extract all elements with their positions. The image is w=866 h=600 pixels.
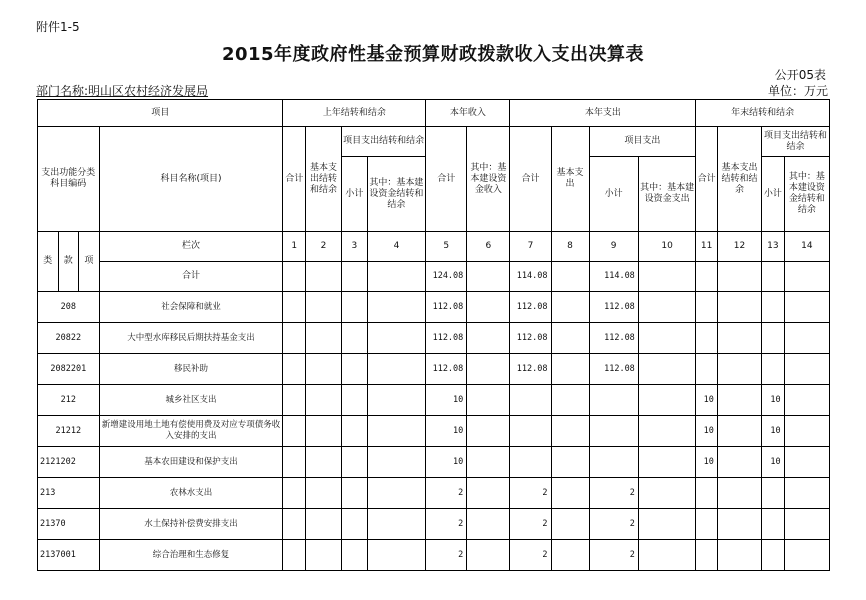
col-num: 7 (510, 232, 551, 262)
col-num: 6 (467, 232, 510, 262)
value-cell (367, 292, 426, 323)
end-balance-header: 年末结转和结余 (696, 100, 830, 127)
table-row (38, 385, 830, 416)
value-cell: 2 (426, 478, 467, 509)
value-cell (341, 509, 367, 540)
value-cell (696, 478, 718, 509)
value-cell (551, 509, 589, 540)
value-cell: 112.08 (589, 354, 638, 385)
subject-name: 综合治理和生态修复 (99, 540, 283, 571)
value-cell (551, 416, 589, 447)
value-cell: 112.08 (426, 292, 467, 323)
value-cell (341, 447, 367, 478)
prev-subtotal-header: 小计 (341, 157, 367, 232)
function-code: 2082201 (38, 354, 100, 385)
value-cell (341, 385, 367, 416)
value-cell (467, 292, 510, 323)
value-cell (283, 323, 306, 354)
expense-infra-header: 其中：基本建设资金支出 (638, 157, 696, 232)
value-cell (638, 354, 696, 385)
value-cell (467, 416, 510, 447)
value-cell (784, 385, 829, 416)
value-cell (551, 292, 589, 323)
value-cell (784, 478, 829, 509)
value-cell (717, 416, 761, 447)
value-cell (696, 540, 718, 571)
value-cell (762, 354, 785, 385)
table-row (38, 292, 830, 323)
total-row (38, 262, 830, 292)
value-cell (341, 478, 367, 509)
header-row-2 (38, 127, 830, 157)
col-num: 14 (784, 232, 829, 262)
value-cell (467, 323, 510, 354)
total-cell: 114.08 (510, 262, 551, 292)
value-cell (784, 416, 829, 447)
value-cell: 10 (696, 447, 718, 478)
value-cell (551, 478, 589, 509)
total-cell (367, 262, 426, 292)
value-cell: 2 (589, 509, 638, 540)
subject-name: 大中型水库移民后期扶持基金支出 (99, 323, 283, 354)
value-cell (717, 292, 761, 323)
value-cell (784, 354, 829, 385)
function-code: 2121202 (38, 447, 100, 478)
function-code: 20822 (38, 323, 100, 354)
col-num: 5 (426, 232, 467, 262)
value-cell (306, 478, 342, 509)
function-code: 213 (38, 478, 100, 509)
value-cell (367, 509, 426, 540)
value-cell (717, 540, 761, 571)
value-cell (283, 385, 306, 416)
header-row-1 (38, 100, 830, 127)
value-cell: 10 (696, 416, 718, 447)
value-cell: 112.08 (510, 292, 551, 323)
end-basic-header: 基本支出结转和结余 (717, 127, 761, 232)
col-num: 8 (551, 232, 589, 262)
value-cell: 10 (426, 447, 467, 478)
prev-balance-header: 上年结转和结余 (283, 100, 426, 127)
total-cell (696, 262, 718, 292)
value-cell (367, 447, 426, 478)
value-cell (589, 447, 638, 478)
value-cell (551, 385, 589, 416)
function-code: 208 (38, 292, 100, 323)
value-cell: 2 (426, 540, 467, 571)
prev-basic-header: 基本支出结转和结余 (306, 127, 342, 232)
value-cell (638, 385, 696, 416)
table-row (38, 509, 830, 540)
prev-total-header: 合计 (283, 127, 306, 232)
value-cell (638, 416, 696, 447)
project-header: 项目 (38, 100, 283, 127)
income-infra-header: 其中：基本建设资金收入 (467, 127, 510, 232)
end-proj-header: 项目支出结转和结余 (762, 127, 830, 157)
value-cell (638, 447, 696, 478)
form-code: 公开05表 (774, 68, 826, 82)
value-cell (341, 416, 367, 447)
value-cell (589, 385, 638, 416)
subject-name: 农林水支出 (99, 478, 283, 509)
report-title: 2015年度政府性基金预算财政拨款收入支出决算表 (221, 44, 645, 65)
income-header: 本年收入 (426, 100, 510, 127)
value-cell (784, 540, 829, 571)
value-cell: 10 (426, 385, 467, 416)
expense-header: 本年支出 (510, 100, 696, 127)
value-cell (306, 385, 342, 416)
value-cell (341, 323, 367, 354)
attachment-label: 附件1-5 (36, 20, 80, 34)
table-row (38, 354, 830, 385)
total-label: 合计 (99, 262, 283, 292)
value-cell: 2 (510, 540, 551, 571)
value-cell (306, 323, 342, 354)
value-cell (696, 323, 718, 354)
value-cell (367, 385, 426, 416)
function-code: 21212 (38, 416, 100, 447)
value-cell: 10 (762, 385, 785, 416)
value-cell (696, 354, 718, 385)
value-cell: 112.08 (589, 292, 638, 323)
value-cell (762, 292, 785, 323)
total-cell (638, 262, 696, 292)
income-total-header: 合计 (426, 127, 467, 232)
col-num: 4 (367, 232, 426, 262)
value-cell (589, 416, 638, 447)
subject-name: 新增建设用地土地有偿使用费及对应专项债务收入安排的支出 (99, 416, 283, 447)
value-cell (367, 416, 426, 447)
value-cell (510, 385, 551, 416)
value-cell (467, 540, 510, 571)
end-infra-header: 其中：基本建设资金结转和结余 (784, 157, 829, 232)
value-cell: 112.08 (426, 354, 467, 385)
col-num: 13 (762, 232, 785, 262)
value-cell (283, 447, 306, 478)
table-row (38, 478, 830, 509)
value-cell (638, 292, 696, 323)
col-num: 12 (717, 232, 761, 262)
function-code: 2137001 (38, 540, 100, 571)
total-cell (762, 262, 785, 292)
table-row (38, 416, 830, 447)
value-cell: 2 (510, 478, 551, 509)
value-cell (638, 478, 696, 509)
value-cell (762, 478, 785, 509)
value-cell (306, 540, 342, 571)
value-cell (367, 323, 426, 354)
end-total-header: 合计 (696, 127, 718, 232)
total-cell (717, 262, 761, 292)
value-cell (510, 447, 551, 478)
value-cell (306, 447, 342, 478)
value-cell (551, 540, 589, 571)
total-cell: 124.08 (426, 262, 467, 292)
value-cell: 10 (426, 416, 467, 447)
value-cell (283, 354, 306, 385)
xiang-header: 项 (79, 232, 100, 292)
table-row (38, 447, 830, 478)
subject-name: 城乡社区支出 (99, 385, 283, 416)
value-cell: 112.08 (510, 354, 551, 385)
value-cell (784, 292, 829, 323)
subject-name: 基本农田建设和保护支出 (99, 447, 283, 478)
value-cell (762, 540, 785, 571)
value-cell: 2 (589, 540, 638, 571)
value-cell (341, 354, 367, 385)
lei-header: 类 (38, 232, 59, 292)
prev-infra-header: 其中：基本建设资金结转和结余 (367, 157, 426, 232)
value-cell (638, 509, 696, 540)
col-num: 2 (306, 232, 342, 262)
value-cell (717, 354, 761, 385)
value-cell (717, 447, 761, 478)
subject-name-header: 科目名称(项目) (99, 127, 283, 232)
col-num: 10 (638, 232, 696, 262)
total-cell (467, 262, 510, 292)
unit-label: 单位：万元 (767, 84, 828, 98)
total-cell (306, 262, 342, 292)
subject-name: 水土保持补偿费安排支出 (99, 509, 283, 540)
value-cell (784, 447, 829, 478)
subject-name: 移民补助 (99, 354, 283, 385)
value-cell: 112.08 (589, 323, 638, 354)
value-cell (551, 354, 589, 385)
value-cell (306, 416, 342, 447)
value-cell: 10 (696, 385, 718, 416)
value-cell (367, 354, 426, 385)
col-num: 1 (283, 232, 306, 262)
lanci-header: 栏次 (99, 232, 283, 262)
value-cell (467, 478, 510, 509)
col-num: 3 (341, 232, 367, 262)
value-cell (467, 385, 510, 416)
value-cell: 10 (762, 447, 785, 478)
department-name: 部门名称:明山区农村经济发展局 (36, 84, 209, 98)
end-subtotal-header: 小计 (762, 157, 785, 232)
value-cell (784, 323, 829, 354)
expense-total-header: 合计 (510, 127, 551, 232)
total-cell (551, 262, 589, 292)
value-cell (696, 292, 718, 323)
table-row (38, 323, 830, 354)
table-row (38, 540, 830, 571)
value-cell (283, 540, 306, 571)
value-cell (467, 354, 510, 385)
total-cell (283, 262, 306, 292)
value-cell (638, 323, 696, 354)
value-cell (717, 385, 761, 416)
value-cell (306, 354, 342, 385)
col-num: 9 (589, 232, 638, 262)
value-cell (306, 509, 342, 540)
column-number-row (38, 232, 830, 262)
expense-basic-header: 基本支出 (551, 127, 589, 232)
value-cell: 112.08 (510, 323, 551, 354)
value-cell (717, 478, 761, 509)
value-cell: 2 (510, 509, 551, 540)
fund-report-table (37, 99, 830, 571)
value-cell (283, 416, 306, 447)
value-cell (283, 292, 306, 323)
value-cell (341, 540, 367, 571)
value-cell (551, 323, 589, 354)
kuan-header: 款 (58, 232, 79, 292)
expense-subtotal-header: 小计 (589, 157, 638, 232)
value-cell (341, 292, 367, 323)
value-cell (696, 509, 718, 540)
value-cell (283, 478, 306, 509)
value-cell (762, 323, 785, 354)
value-cell (717, 509, 761, 540)
value-cell: 2 (426, 509, 467, 540)
value-cell (306, 292, 342, 323)
value-cell (717, 323, 761, 354)
value-cell (367, 540, 426, 571)
function-code: 21370 (38, 509, 100, 540)
value-cell (367, 478, 426, 509)
value-cell (467, 509, 510, 540)
col-num: 11 (696, 232, 718, 262)
total-cell (784, 262, 829, 292)
total-cell (341, 262, 367, 292)
expense-proj-header: 项目支出 (589, 127, 696, 157)
value-cell (784, 509, 829, 540)
value-cell (283, 509, 306, 540)
value-cell: 10 (762, 416, 785, 447)
value-cell (638, 540, 696, 571)
value-cell (510, 416, 551, 447)
prev-proj-header: 项目支出结转和结余 (341, 127, 425, 157)
value-cell (762, 509, 785, 540)
value-cell (467, 447, 510, 478)
value-cell (551, 447, 589, 478)
function-code: 212 (38, 385, 100, 416)
total-cell: 114.08 (589, 262, 638, 292)
subject-name: 社会保障和就业 (99, 292, 283, 323)
func-code-header: 支出功能分类科目编码 (38, 127, 100, 232)
value-cell: 112.08 (426, 323, 467, 354)
value-cell: 2 (589, 478, 638, 509)
